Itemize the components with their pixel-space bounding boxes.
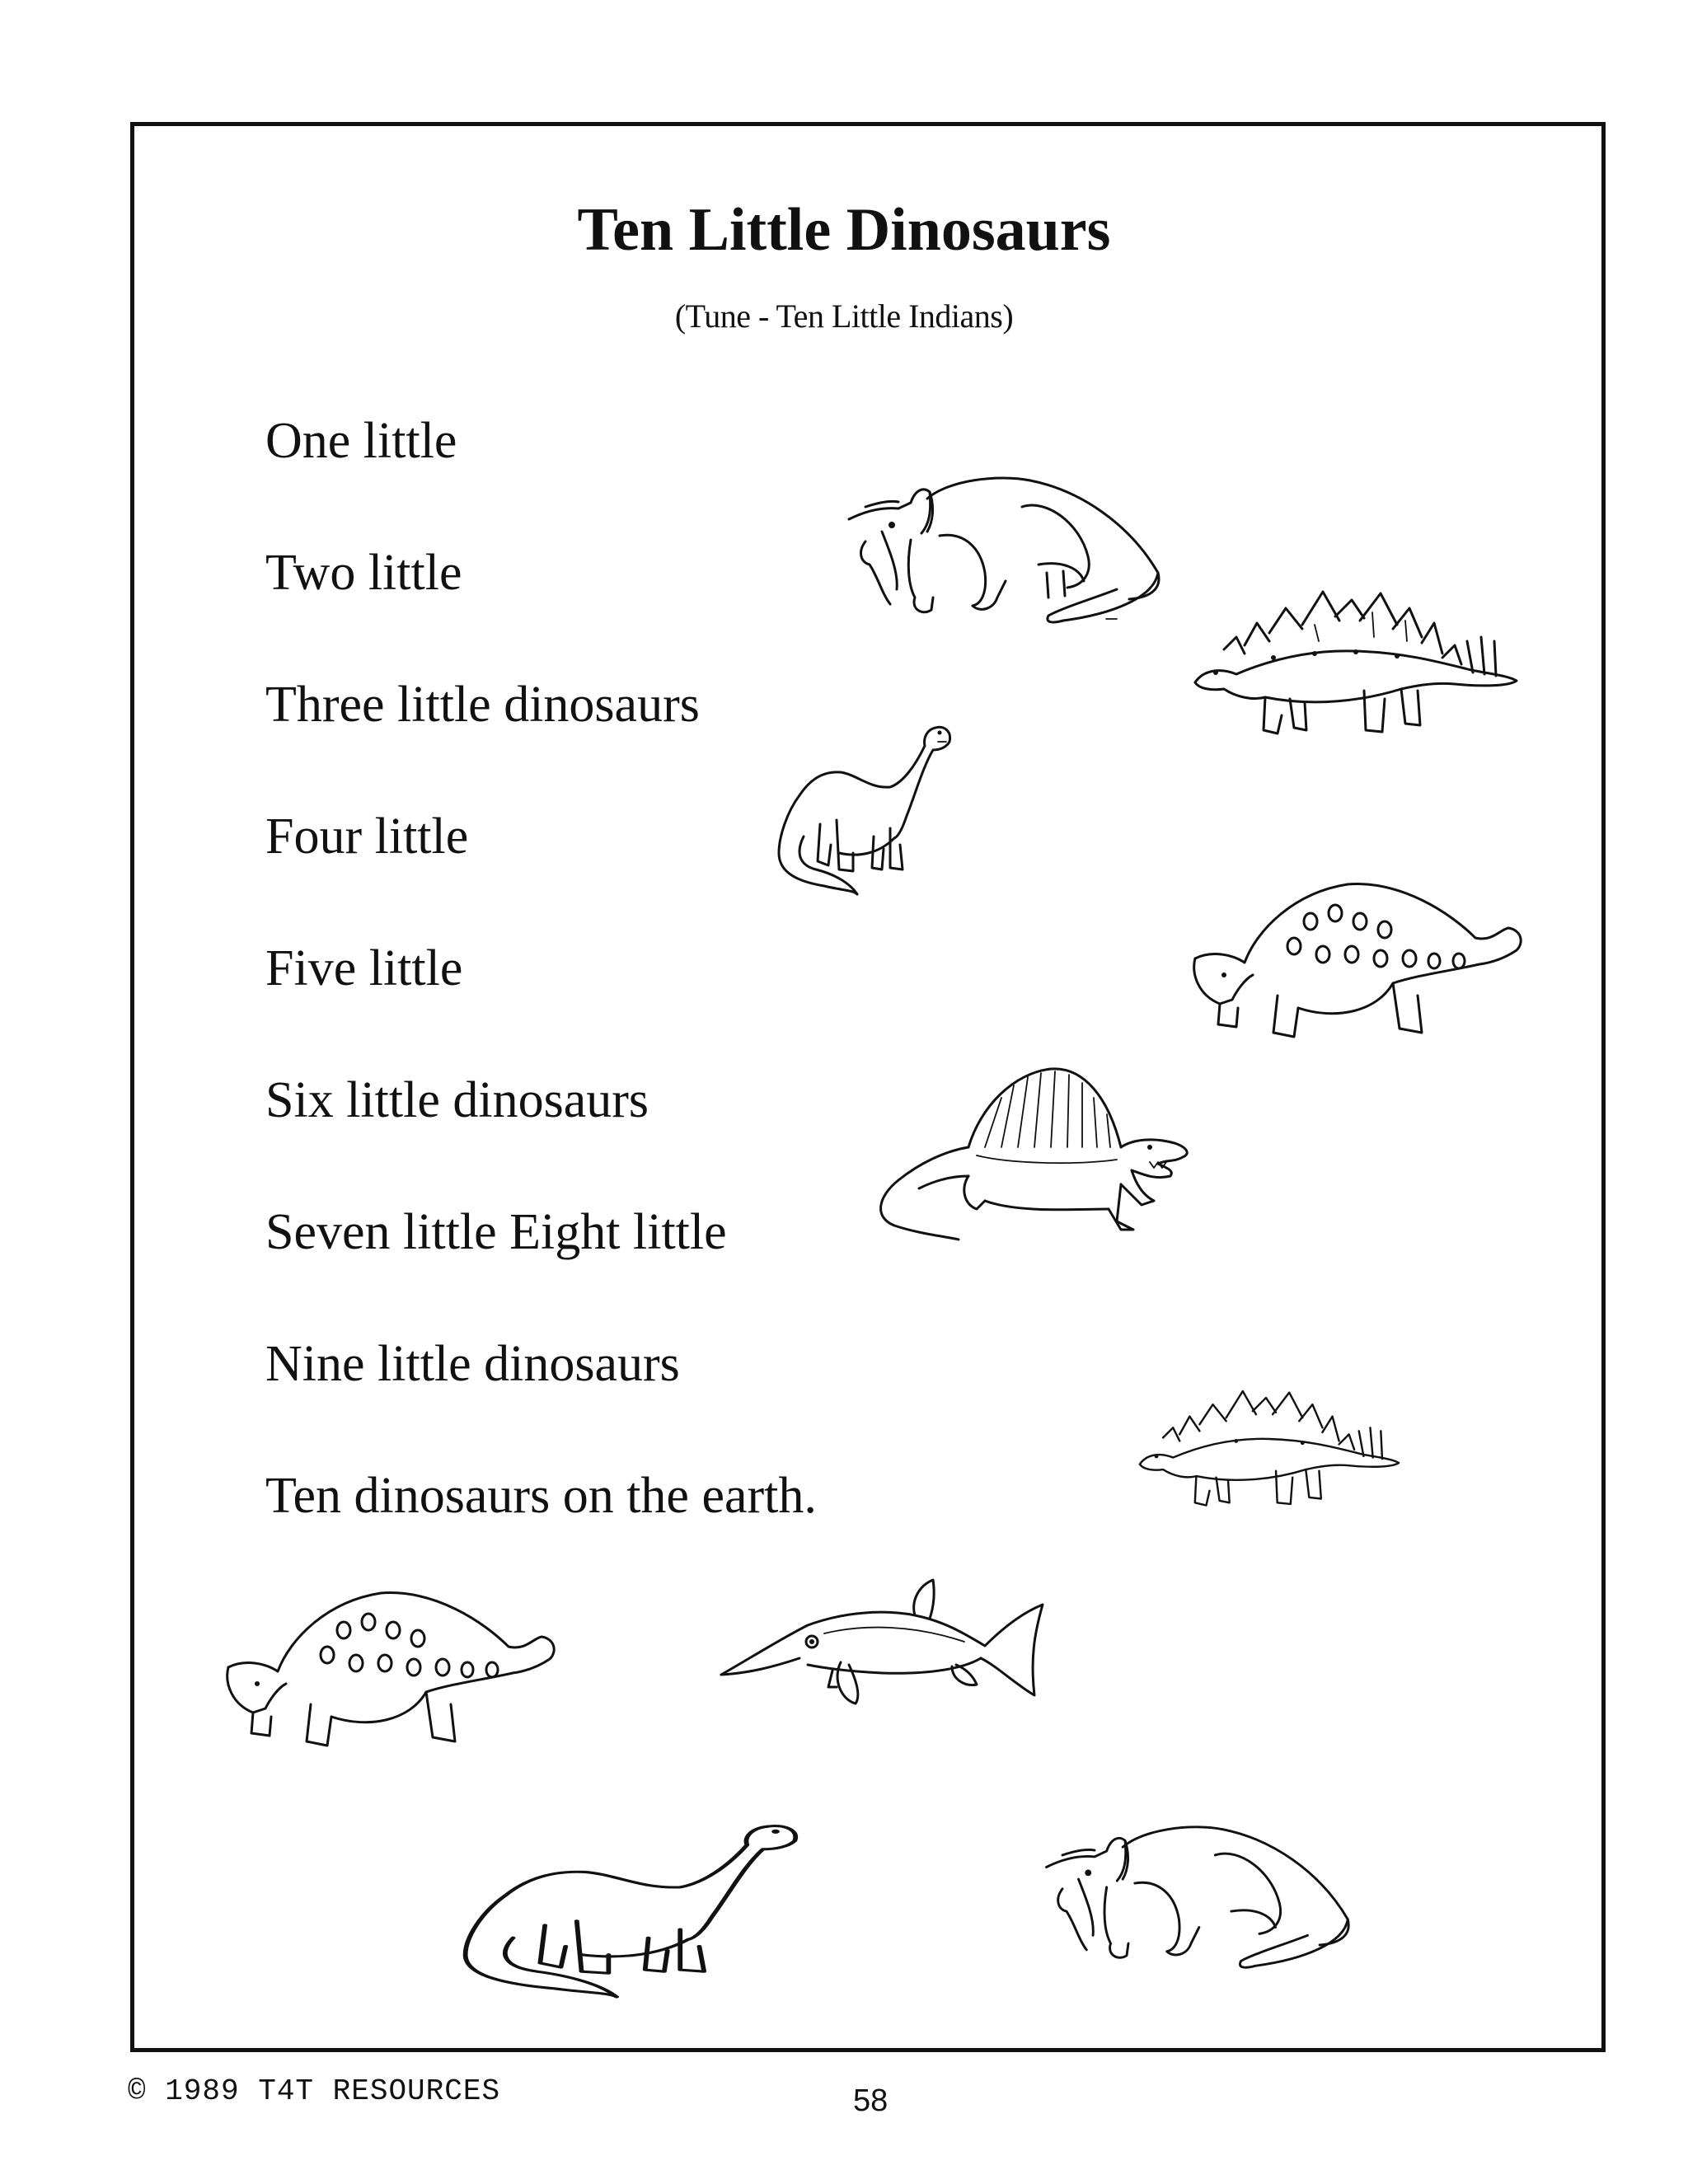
verse-line: Nine little dinosaurs: [265, 1336, 680, 1392]
triceratops-icon: [832, 474, 1166, 630]
dimetrodon-illustration: [870, 1065, 1195, 1246]
verse-line: Ten dinosaurs on the earth.: [265, 1468, 817, 1524]
verse-line: Three little dinosaurs: [265, 677, 700, 733]
stegosaurus-icon: [1191, 592, 1521, 740]
triceratops-illustration: [832, 474, 1166, 630]
song-verse: [265, 375, 817, 1562]
ankylosaurus-icon: [1187, 880, 1525, 1041]
verse-line: One little: [265, 413, 457, 469]
brontosaurus-illustration: [775, 721, 952, 898]
verse-line: Six little dinosaurs: [265, 1072, 649, 1128]
stegosaurus-icon: [1104, 1391, 1434, 1511]
verse-line: Four little: [265, 808, 469, 865]
dimetrodon-icon: [870, 1065, 1195, 1246]
song-subtitle-tune: (Tune - Ten Little Indians): [674, 298, 1014, 335]
ankylosaurus-illustration: [1187, 880, 1525, 1041]
ankylosaurus-icon: [216, 1589, 562, 1750]
page-number: 58: [853, 2083, 889, 2118]
brontosaurus-icon: [457, 1820, 799, 2001]
song-title: Ten Little Dinosaurs: [577, 196, 1111, 264]
triceratops-illustration: [1030, 1823, 1356, 1975]
stegosaurus-illustration: [1191, 592, 1521, 740]
brontosaurus-icon: [775, 721, 952, 898]
ichthyosaur-illustration: [717, 1576, 1051, 1712]
verse-line: Five little: [265, 940, 463, 996]
ankylosaurus-illustration: [216, 1589, 562, 1750]
ichthyosaur-icon: [717, 1576, 1051, 1712]
triceratops-icon: [1030, 1823, 1356, 1975]
verse-line: Seven little Eight little: [265, 1204, 727, 1260]
copyright-notice: © 1989 T4T RESOURCES: [128, 2074, 501, 2108]
stegosaurus-illustration: [1104, 1391, 1434, 1511]
brontosaurus-illustration: [457, 1820, 799, 2001]
verse-line: Two little: [265, 545, 462, 601]
